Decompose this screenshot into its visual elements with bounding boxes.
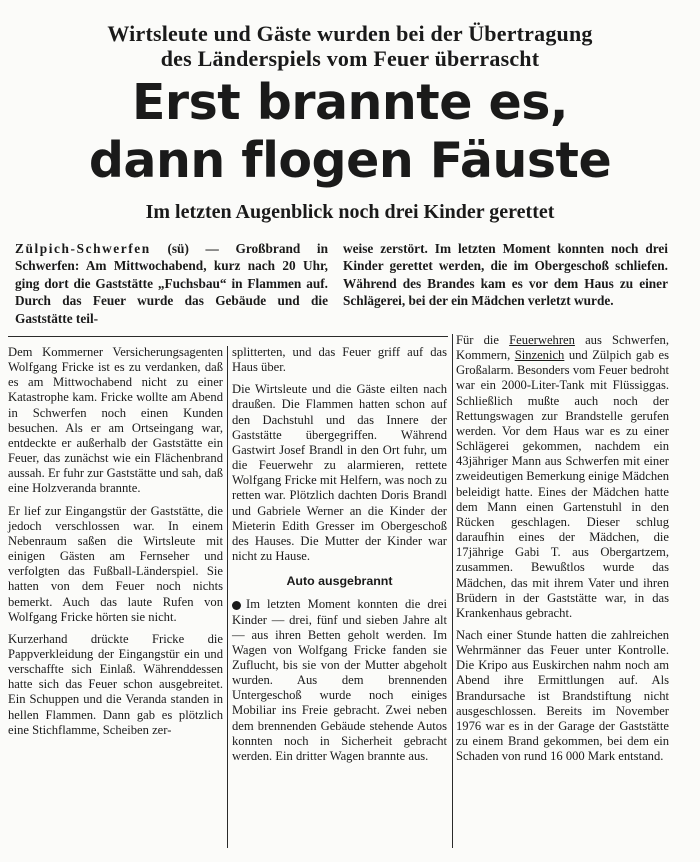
section-heading: Auto ausgebrannt xyxy=(286,574,393,589)
text-span: und Zülpich gab es Großalarm. Besonders vom Feuer bedroht war ein 2000-Liter-Tank mit Flüssiggas. Schließlich mußte auch noch der Rettungswagen zur Brandstelle gerufen werden. Vor dem Haus war es zu einer Schlägerei gekommen, nachdem ein 43jähriger Mann aus Schwerfen mit einer zweideutigen Bemerkung einige Mädchen beleidigt hatte. Eines der Mädchen hatte dem Mann einen Gartenstuhl in den Rücken geschlagen. Dieser schlug daraufhin eines der Mädchen, die 17jährige Gabi T. aus Obergartzem, zusammen. Bewußtlos wurde das Mädchen, das mit ihrem Vater und ihren Brüdern in der Gaststätte war, in das Krankenhaus gebracht. xyxy=(456,348,669,620)
body-column-1 xyxy=(8,345,223,738)
paragraph: splitterten, und das Feuer griff auf das Haus über. xyxy=(232,345,447,375)
paragraph: Er lief zur Eingangstür der Gaststätte, die jedoch verschlossen war. In einem Nebenraum saßen die Wirtsleute mit einigen Gästen am Fernseher und verfolgten das Fußball-Länderspiel. Sie hatten von dem Feuer noch nichts bemerkt. Auch das laute Rufen von Wolfgang Fricke hörten sie nicht. xyxy=(8,503,223,624)
paragraph: Die Wirtsleute und die Gäste eilten nach draußen. Die Flammen hatten schon auf den Dachstuhl und das Innere der Gaststätte übergegriffen. Während Gastwirt Josef Brandl in den Ort fuhr, um die Feuerwehr zu alarmieren, rettete Wolfgang Fricke mit Helfern, was noch zu retten war. Plötzlich dachten Doris Brandl und Gabriele Werner an die Kinder der Mieterin Edith Gresser im Obergeschoß des Hauses. Die Mutter der Kinder war nicht zu Hause. xyxy=(232,382,447,564)
paragraph: Nach einer Stunde hatten die zahlreichen Wehrmänner das Feuer unter Kontrolle. Die Kripo aus Euskirchen nahm noch am Abend ihre Ermittlungen auf. Als Brandursache ist Brandstiftung nicht ausgeschlossen. Bereits im November 1976 war es in der Garage der Gaststätte zu einem Brand gekommen, bei dem ein Schaden von rund 16 000 Mark entstand. xyxy=(456,627,669,764)
body-column-2 xyxy=(232,345,447,764)
subheadline: Im letzten Augenblick noch drei Kinder gerettet xyxy=(145,201,555,223)
body-column-3 xyxy=(456,333,669,764)
paragraph: Kurzerhand drückte Fricke die Pappverkleidung der Eingangstür ein und verschaffte sich Einlaß. Währenddessen hatte sich das Feuer schon ausgebreitet. Ein Schuppen und die Veranda standen in hellen Flammen. Dann gab es plötzlich eine Stichflamme, Scheiben zer- xyxy=(8,631,223,737)
underlined-word: Sinzenich xyxy=(514,348,565,363)
paragraph xyxy=(232,597,447,764)
paragraph: Dem Kommerner Versicherungsagenten Wolfgang Fricke ist es zu verdanken, daß es am Mittwochabend nicht zu einer Katastrophe kam. Fricke wollte am Abend in Schwerfen noch einen Kunden besuchen. Als er am Ortseingang war, entdeckte er außerhalb der Gaststätte ein Feuer, das zunächst wie ein Flächenbrand aussah. Er fuhr zur Gaststätte und sah, daß eine Holzveranda brannte. xyxy=(8,345,223,496)
bullet-icon xyxy=(232,601,241,610)
lead-text-a: (sü) — Großbrand in Schwerfen: Am Mittwochabend, kurz nach 20 Uhr, ging dort die Gaststätte „Fuchsbau“ in Flammen auf. Durch das Feuer wurde das Gebäude und die Gaststätte teil- xyxy=(15,241,328,326)
overline-1: Wirtsleute und Gäste wurden bei der Übertragung xyxy=(107,21,593,46)
text-span: Für die xyxy=(456,333,510,347)
overline-2: des Länderspiels vom Feuer überrascht xyxy=(160,46,540,71)
lead-column-1 xyxy=(15,240,328,327)
column-divider-1 xyxy=(227,346,228,848)
lead-column-2 xyxy=(343,240,668,310)
lead-text-b: weise zerstört. Im letzten Moment konnten noch drei Kinder gerettet werden, die im Obergeschoß schliefen. Während des Brandes kam es vor dem Haus zu einer Schlägerei, bei der ein Mädchen verletzt wurde. xyxy=(343,241,668,309)
text-span: aus Schwerfen, Kommern, xyxy=(456,333,669,363)
lead-divider xyxy=(8,336,448,337)
headline-line-2: dann flogen Fäuste xyxy=(88,132,612,189)
paragraph-text: Im letzten Moment konnten die drei Kinder — drei, fünf und sieben Jahre alt — aus ihren Betten geholt werden. Im Wagen von Wolfgang Fricke fanden sie Zuflucht, bis sie von der Mutter abgeholt wurden. Aus dem brennenden Untergeschoß wurde noch einiges Mobiliar ins Freie gebracht. Zwei neben dem brennenden Gebäude stehende Autos konnten noch in Sicherheit gebracht werden. Ein dritter Wagen brannte aus. xyxy=(232,597,447,763)
paragraph xyxy=(456,333,669,621)
column-divider-2 xyxy=(452,334,453,848)
dateline: Zülpich-Schwerfen xyxy=(15,241,151,256)
underlined-word: Feuerwehren xyxy=(509,333,575,347)
headline-line-1: Erst brannte es, xyxy=(131,74,569,131)
